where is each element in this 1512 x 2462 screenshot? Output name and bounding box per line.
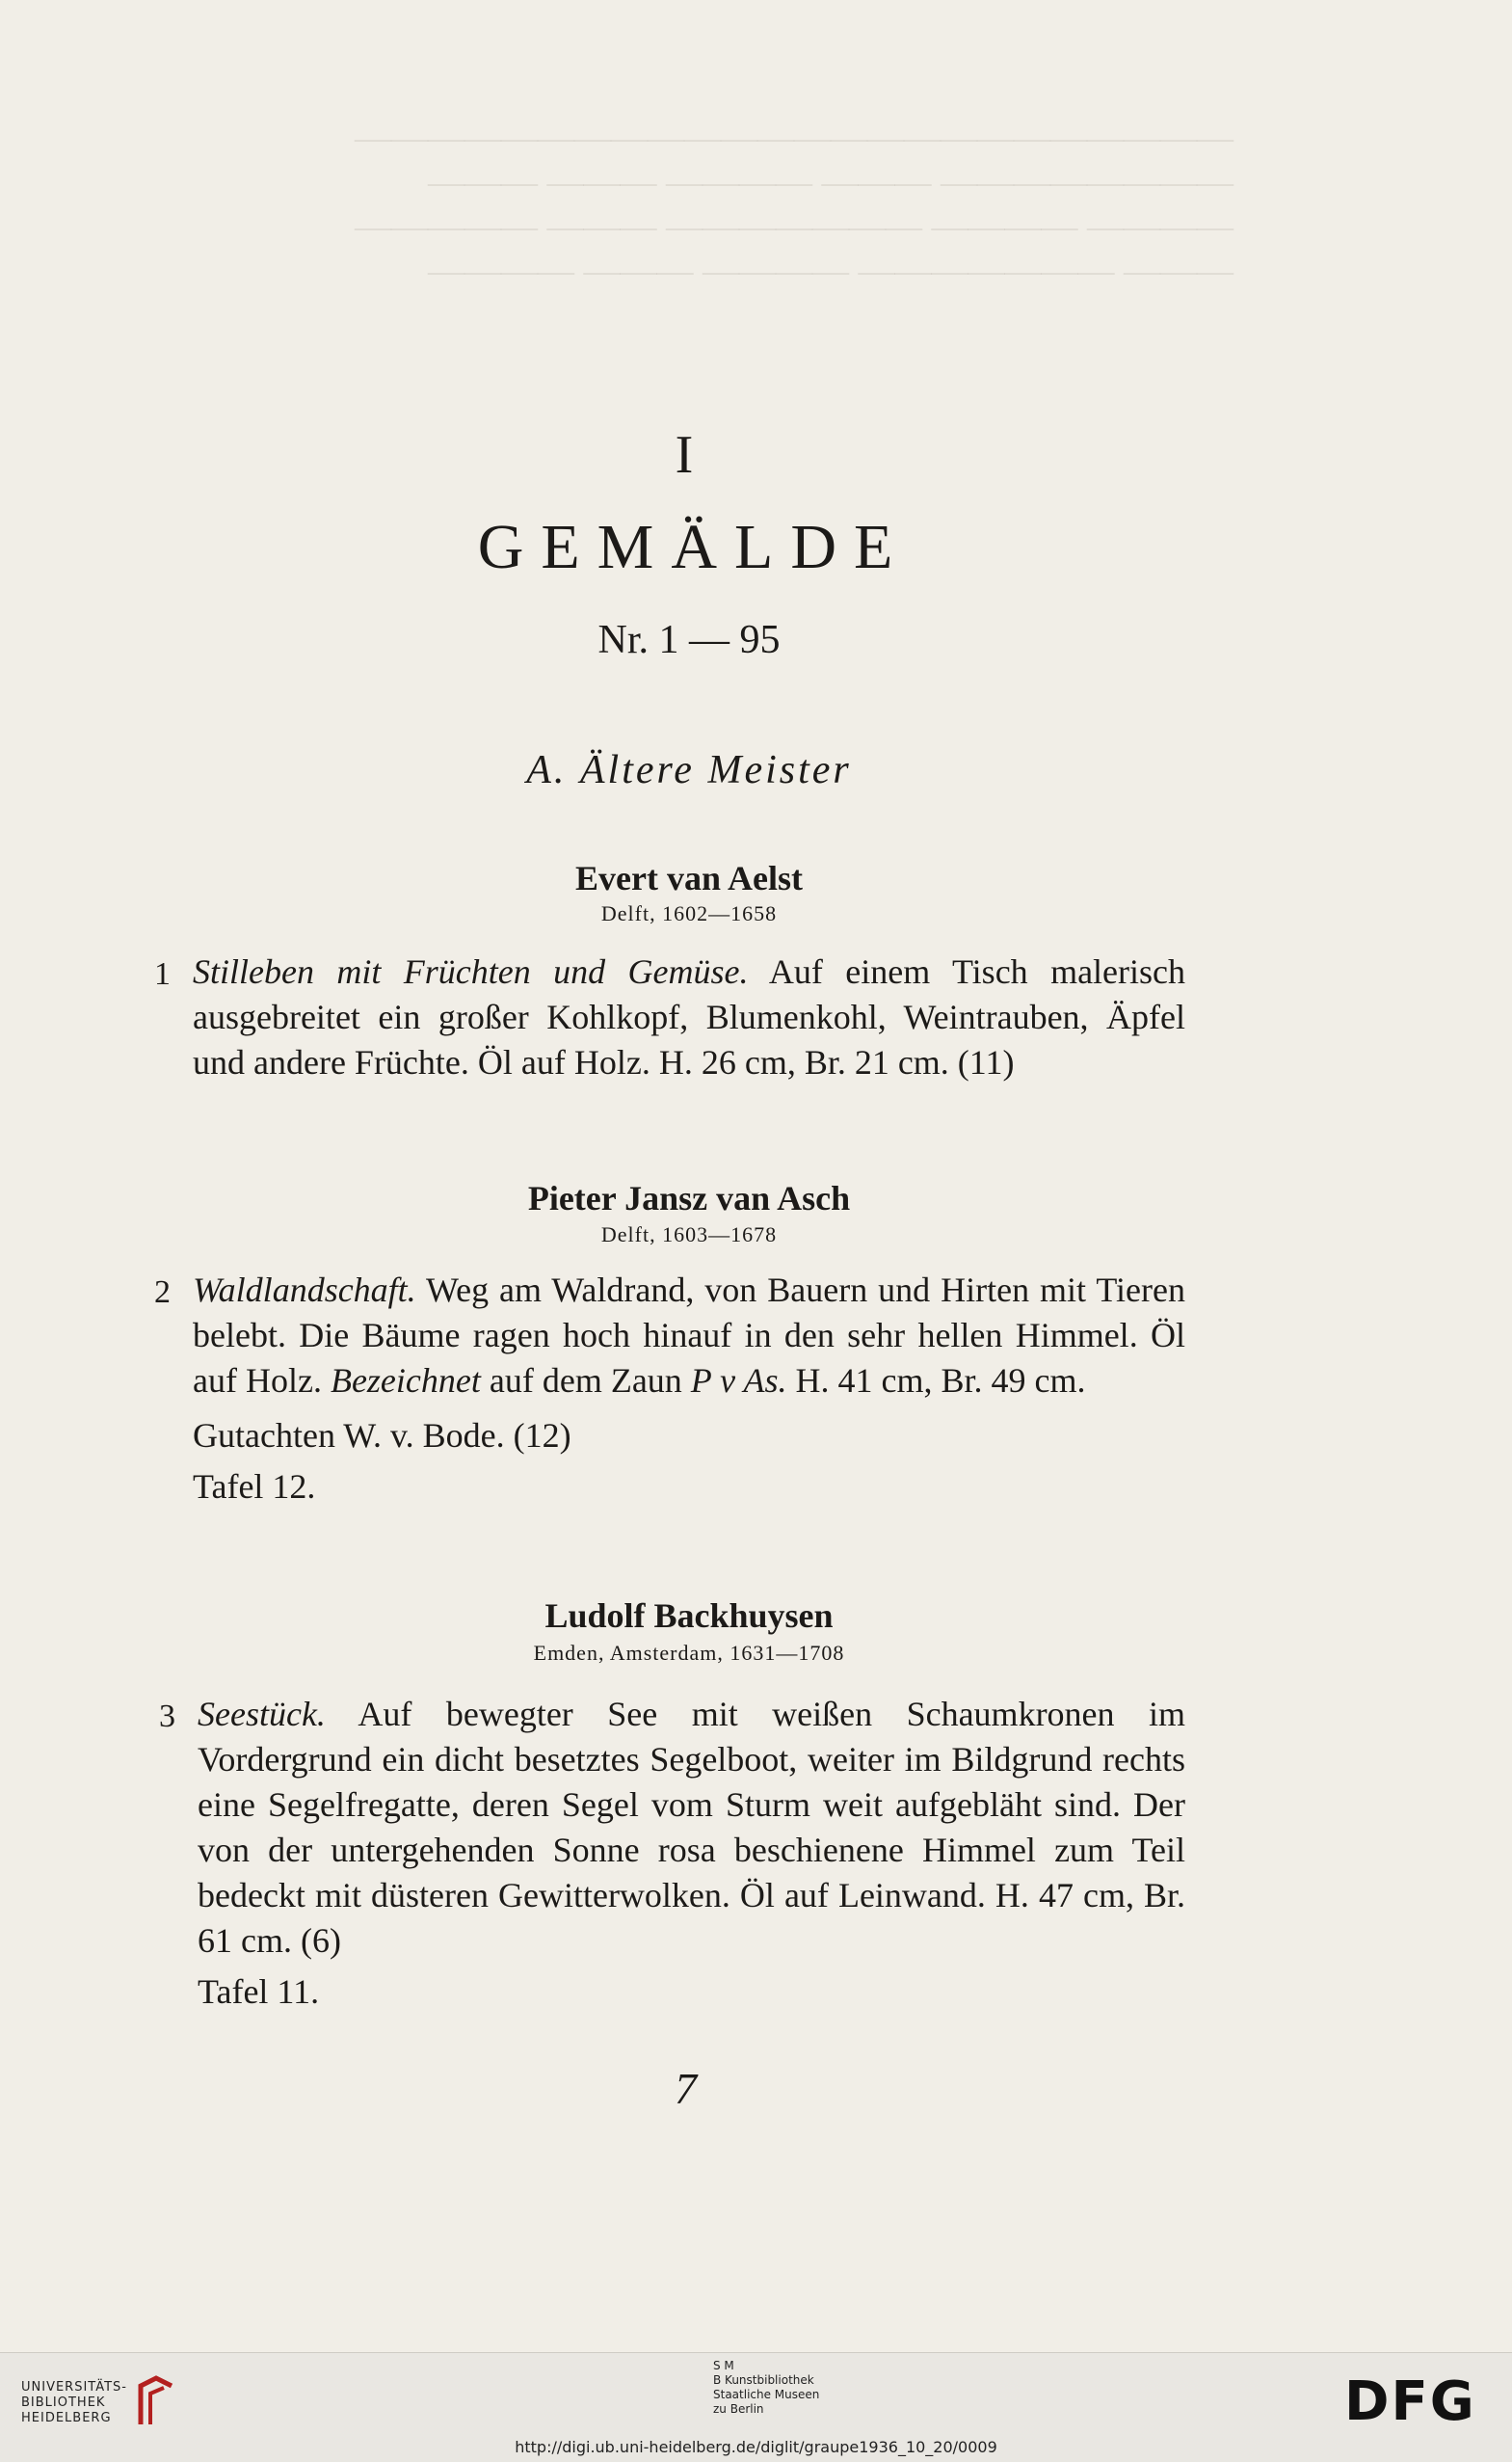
page-number: 7 <box>675 2064 697 2113</box>
catalogue-entry <box>198 1692 1185 2015</box>
artist-name: Pieter Jansz van Asch <box>527 1179 851 1218</box>
entry-title: Waldlandschaft. <box>193 1271 416 1309</box>
library-line: BIBLIOTHEK <box>21 2395 106 2410</box>
entry-number: 3 <box>159 1699 175 1734</box>
permalink-url[interactable]: http://digi.ub.uni-heidelberg.de/diglit/graupe1936_10_20/0009 <box>515 2438 997 2456</box>
museum-credit <box>713 2359 819 2417</box>
entry-plate: Tafel 11. <box>198 1972 320 2011</box>
museum-line: Staatliche Museen <box>713 2388 820 2401</box>
entry-number: 1 <box>154 956 171 992</box>
entry-text: Auf einem Tisch malerisch ausgebreitet ein großer Kohlkopf, Blumenkohl, Weintrauben, Äpfel und andere Früchte. Öl auf Holz. H. 26 cm, Br. 21 cm. (11) <box>193 952 1186 1082</box>
artist-name: Evert van Aelst <box>575 859 803 897</box>
entry-note: Gutachten W. v. Bode. (12) <box>193 1416 571 1455</box>
museum-line: S M <box>713 2359 734 2372</box>
section-subtitle: A. Ältere Meister <box>526 748 852 792</box>
section-roman-numeral: I <box>675 425 694 485</box>
entry-signed: Bezeichnet <box>330 1361 481 1400</box>
artist-dates: Delft, 1603—1678 <box>600 1222 778 1246</box>
entry-text: Auf bewegter See mit weißen Schaumkronen im Vordergrund ein dicht besetztes Segelboot, weiter im Bildgrund rechts eine Segelfregatte, deren Segel vom Sturm weit aufgebläht sind. Der von der untergehenden Sonne rosa beschienene Himmel zum Teil bedeckt mit düsteren Gewitterwolken. Öl auf Leinwand. H. 47 cm, Br. 61 cm. (6) <box>198 1695 1185 1960</box>
catalogue-entry <box>193 1268 1185 1510</box>
bleed-through-text: ———————————————————————— ———————— ——— ———— ——— ——— ———— ———— ——————— ——— ————— ——— ——————— ———— ——— ———— <box>355 118 1233 291</box>
entry-monogram: P v As. <box>690 1361 787 1400</box>
museum-line: zu Berlin <box>713 2402 764 2416</box>
museum-line: B Kunstbibliothek <box>713 2373 814 2387</box>
dfg-logo[interactable]: DFG <box>1344 2370 1476 2433</box>
library-line: HEIDELBERG <box>21 2411 112 2425</box>
artist-dates: Emden, Amsterdam, 1631—1708 <box>533 1641 845 1665</box>
library-line: UNIVERSITÄTS- <box>21 2380 127 2395</box>
university-library-logo-icon[interactable] <box>135 2374 177 2432</box>
artist-dates: Delft, 1602—1658 <box>600 901 778 925</box>
entry-title: Stilleben mit Früchten und Gemüse. <box>193 952 749 991</box>
university-library-label[interactable] <box>21 2380 127 2426</box>
entry-title: Seestück. <box>198 1695 326 1733</box>
entry-number: 2 <box>154 1274 171 1310</box>
number-range: Nr. 1 — 95 <box>597 618 781 662</box>
section-title: GEMÄLDE <box>477 512 911 582</box>
catalogue-entry <box>193 950 1185 1085</box>
entry-text: auf dem Zaun <box>489 1361 682 1400</box>
entry-text: Weg am Waldrand, von Bauern und Hirten mit Tieren belebt. Die Bäume ragen hoch hinauf in den sehr hellen Himmel. Öl auf Holz. <box>193 1271 1185 1400</box>
viewer-footer <box>0 2352 1512 2462</box>
artist-name: Ludolf Backhuysen <box>544 1596 834 1635</box>
entry-plate: Tafel 12. <box>193 1467 316 1506</box>
entry-dimensions: H. 41 cm, Br. 49 cm. <box>795 1361 1086 1400</box>
